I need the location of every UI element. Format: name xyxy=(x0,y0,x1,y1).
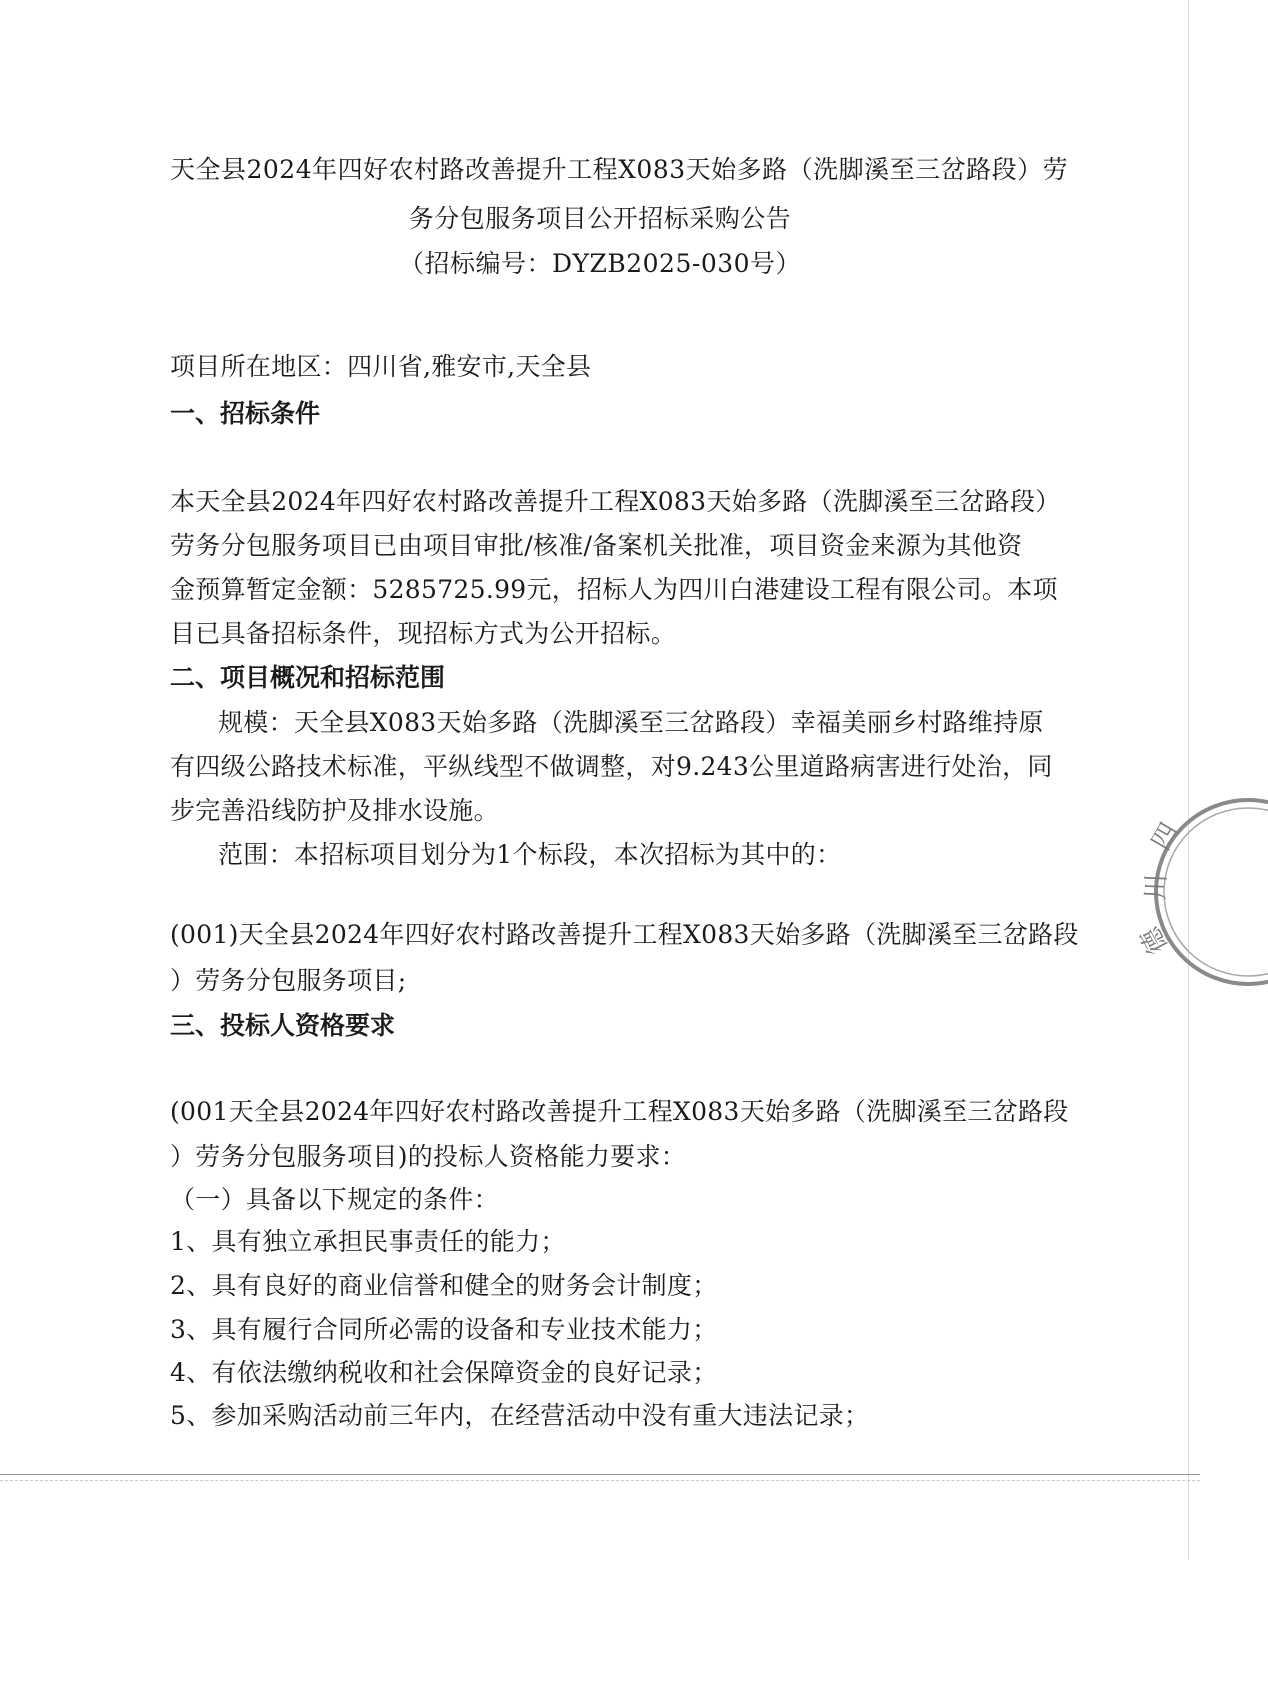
requirement-item-5: 5、参加采购活动前三年内，在经营活动中没有重大违法记录； xyxy=(170,1401,870,1430)
section-3-subheading: （一）具备以下规定的条件： xyxy=(170,1185,499,1214)
title-line-1: 天全县2024年四好农村路改善提升工程X083天始多路（洗脚溪至三岔路段）劳 xyxy=(170,155,1069,184)
section-2-heading: 二、项目概况和招标范围 xyxy=(170,663,446,692)
section-1-para-line-1: 本天全县2024年四好农村路改善提升工程X083天始多路（洗脚溪至三岔路段） xyxy=(170,487,1061,516)
svg-text:川: 川 xyxy=(1141,873,1172,901)
section-2-scope: 范围：本招标项目划分为1个标段，本次招标为其中的： xyxy=(218,840,842,869)
scan-bottom-rule-faint xyxy=(0,1480,1200,1481)
svg-text:德: 德 xyxy=(1135,921,1175,959)
section-2-scale-line-3: 步完善沿线防护及排水设施。 xyxy=(170,796,499,825)
requirement-item-2: 2、具有良好的商业信誉和健全的财务会计制度； xyxy=(170,1271,718,1300)
title-line-3: （招标编号：DYZB2025-030号） xyxy=(398,249,802,278)
requirement-item-4: 4、有依法缴纳税收和社会保障资金的良好记录； xyxy=(170,1358,718,1387)
section-1-heading: 一、招标条件 xyxy=(170,399,321,428)
section-2-scale-line-1: 规模：天全县X083天始多路（洗脚溪至三岔路段）幸福美丽乡村路维持原 xyxy=(218,708,1044,737)
section-1-para-line-3: 金预算暂定金额：5285725.99元，招标人为四川白港建设工程有限公司。本项 xyxy=(170,575,1058,604)
section-2-lot-line-2: ）劳务分包服务项目; xyxy=(170,966,407,995)
page-edge-line xyxy=(1188,0,1189,1560)
section-3-heading: 三、投标人资格要求 xyxy=(170,1011,396,1040)
svg-text:四: 四 xyxy=(1146,817,1186,856)
section-3-intro-line-1: (001天全县2024年四好农村路改善提升工程X083天始多路（洗脚溪至三岔路段 xyxy=(170,1097,1069,1126)
scan-bottom-rule xyxy=(0,1474,1200,1475)
section-1-para-line-2: 劳务分包服务项目已由项目审批/核准/备案机关批准，项目资金来源为其他资 xyxy=(170,531,1023,560)
section-3-intro-line-2: ）劳务分包服务项目)的投标人资格能力要求： xyxy=(170,1142,687,1171)
title-line-2: 务分包服务项目公开招标采购公告 xyxy=(408,204,792,233)
project-location: 项目所在地区：四川省,雅安市,天全县 xyxy=(170,352,592,381)
requirement-item-3: 3、具有履行合同所必需的设备和专业技术能力； xyxy=(170,1315,718,1344)
section-2-lot-line-1: (001)天全县2024年四好农村路改善提升工程X083天始多路（洗脚溪至三岔路段 xyxy=(170,920,1079,949)
section-1-para-line-4: 目已具备招标条件，现招标方式为公开招标。 xyxy=(170,619,677,648)
section-2-scale-line-2: 有四级公路技术标准，平纵线型不做调整，对9.243公里道路病害进行处治，同 xyxy=(170,752,1053,781)
requirement-item-1: 1、具有独立承担民事责任的能力； xyxy=(170,1227,566,1256)
official-seal-stamp xyxy=(1135,792,1268,992)
